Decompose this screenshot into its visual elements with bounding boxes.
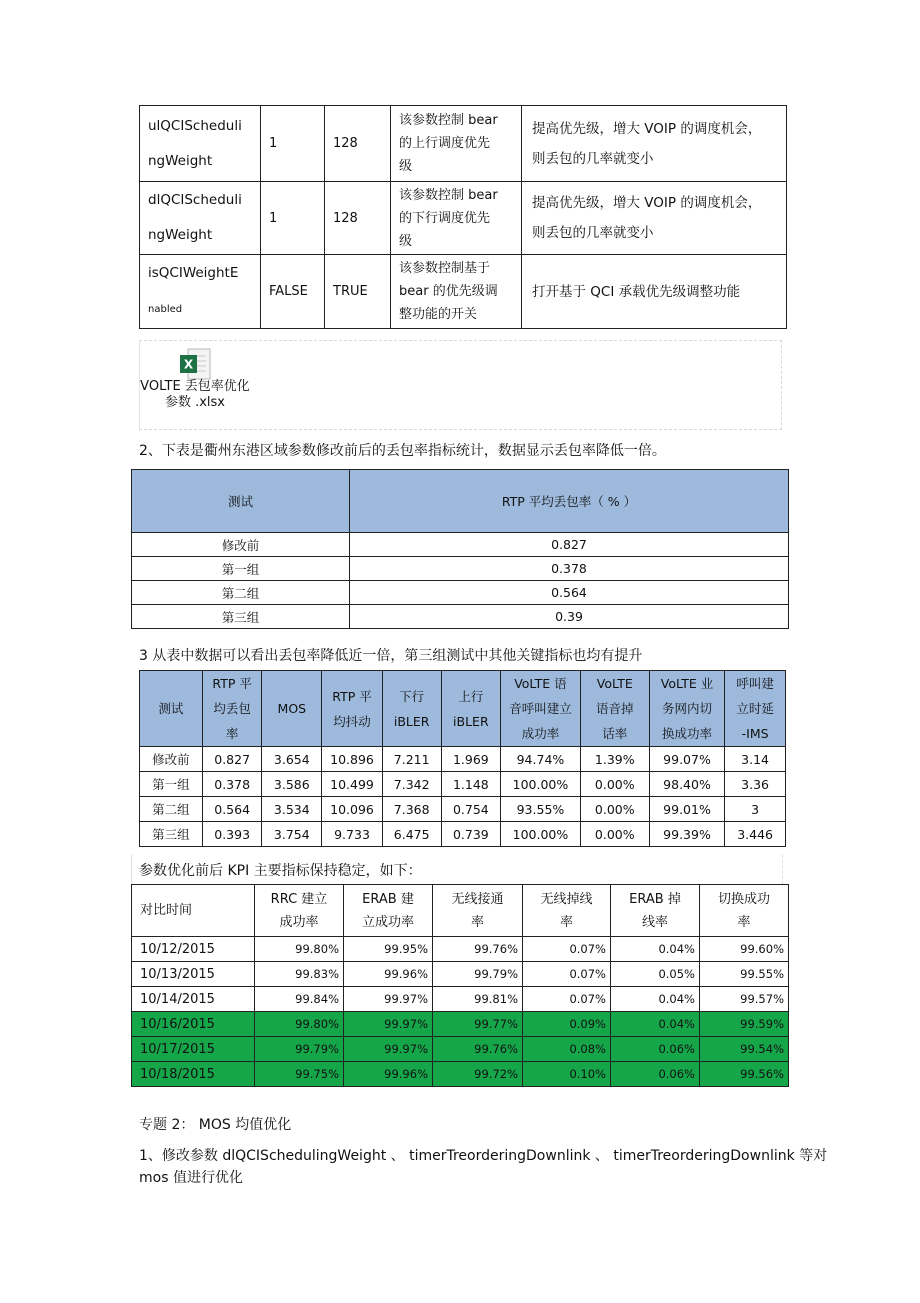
date-cell: 10/14/2015 (132, 987, 255, 1012)
value-cell: 99.80% (255, 937, 344, 962)
table-row (132, 533, 789, 557)
default-value-cell: 1 (261, 182, 325, 255)
cell: 第一组 (140, 772, 203, 797)
table-header-row (132, 885, 789, 937)
attachment-filename[interactable]: VOLTE 丢包率优化 参数 .xlsx (140, 379, 250, 410)
cell: 3.654 (262, 747, 322, 772)
value-cell: 99.76% (433, 1037, 523, 1062)
paragraph-2: 2、下表是衢州东港区域参数修改前后的丢包率指标统计，数据显示丢包率降低一倍。 (139, 443, 666, 459)
cell: 0.827 (202, 747, 262, 772)
cell: 99.01% (649, 797, 724, 822)
table-row (132, 581, 789, 605)
cell: 1.969 (441, 747, 501, 772)
value-cell: 99.97% (344, 1037, 433, 1062)
cell: 0.754 (441, 797, 501, 822)
excel-file-icon[interactable] (178, 347, 212, 381)
section-title-topic-2: 专题 2： MOS 均值优化 (139, 1117, 292, 1133)
cell: 0.827 (350, 533, 789, 557)
description-cell: 该参数控制基于 bear 的优先级调 整功能的开关 (391, 255, 522, 329)
value-cell: 0.09% (523, 1012, 611, 1037)
column-header: ERAB 建 立成功率 (344, 885, 433, 937)
column-header: 上行 iBLER (441, 671, 501, 747)
table-row (140, 822, 786, 847)
svg-text:X: X (183, 357, 194, 372)
cell: 3.36 (725, 772, 786, 797)
cell: 7.211 (382, 747, 441, 772)
value-cell: 0.06% (611, 1062, 700, 1087)
date-cell: 10/13/2015 (132, 962, 255, 987)
default-value-cell: 1 (261, 106, 325, 182)
cell: 3.754 (262, 822, 322, 847)
table-row (140, 772, 786, 797)
table-row (140, 747, 786, 772)
cell: 0.00% (580, 772, 649, 797)
cell: 10.499 (322, 772, 383, 797)
kpi-comparison-table (139, 670, 786, 847)
cell: 修改前 (132, 533, 350, 557)
new-value-cell: 128 (325, 182, 391, 255)
date-cell: 10/16/2015 (132, 1012, 255, 1037)
table-row (132, 605, 789, 629)
date-cell: 10/17/2015 (132, 1037, 255, 1062)
cell: 修改前 (140, 747, 203, 772)
value-cell: 0.07% (523, 937, 611, 962)
value-cell: 99.96% (344, 1062, 433, 1087)
table-row (132, 1062, 789, 1087)
table-row (140, 182, 787, 255)
cell: 100.00% (501, 822, 581, 847)
table-row (140, 106, 787, 182)
cell: 第三组 (132, 605, 350, 629)
value-cell: 99.59% (700, 1012, 789, 1037)
cell: 3.586 (262, 772, 322, 797)
value-cell: 99.56% (700, 1062, 789, 1087)
parameter-table (139, 105, 787, 329)
cell: 9.733 (322, 822, 383, 847)
column-header: 下行 iBLER (382, 671, 441, 747)
cell: 第三组 (140, 822, 203, 847)
value-cell: 99.81% (433, 987, 523, 1012)
effect-cell: 提高优先级，增大 VOIP 的调度机会， 则丢包的几率就变小 (522, 182, 787, 255)
value-cell: 0.10% (523, 1062, 611, 1087)
value-cell: 99.79% (255, 1037, 344, 1062)
column-header: VoLTE 业 务网内切 换成功率 (649, 671, 724, 747)
column-header: 无线掉线 率 (523, 885, 611, 937)
packet-loss-table (131, 469, 789, 629)
cell: 10.896 (322, 747, 383, 772)
paragraph-3: 3 从表中数据可以看出丢包率降低近一倍，第三组测试中其他关键指标也均有提升 (139, 648, 643, 664)
table-row (132, 962, 789, 987)
cell: 0.00% (580, 822, 649, 847)
value-cell: 0.07% (523, 987, 611, 1012)
table-header-row (140, 671, 786, 747)
column-header: 呼叫建 立时延 -IMS (725, 671, 786, 747)
value-cell: 99.95% (344, 937, 433, 962)
cell: 7.342 (382, 772, 441, 797)
cell: 100.00% (501, 772, 581, 797)
value-cell: 99.57% (700, 987, 789, 1012)
value-cell: 0.04% (611, 937, 700, 962)
column-header: 测试 (140, 671, 203, 747)
cell: 7.368 (382, 797, 441, 822)
paragraph-4: 参数优化前后 KPI 主要指标保持稳定，如下： (139, 863, 422, 879)
paragraph-5-line-2: mos 值进行优化 (139, 1170, 243, 1186)
cell: 0.564 (350, 581, 789, 605)
value-cell: 0.06% (611, 1037, 700, 1062)
new-value-cell: TRUE (325, 255, 391, 329)
column-header: RTP 平均丢包率（ % ） (350, 470, 789, 533)
cell: 1.39% (580, 747, 649, 772)
cell: 0.739 (441, 822, 501, 847)
effect-cell: 打开基于 QCI 承载优先级调整功能 (522, 255, 787, 329)
table-row (140, 255, 787, 329)
table-row (140, 797, 786, 822)
param-name-cell: ulQCIScheduli ngWeight (140, 106, 261, 182)
table-row (132, 987, 789, 1012)
cell: 0.00% (580, 797, 649, 822)
cell: 第二组 (132, 581, 350, 605)
paragraph-5-line-1: 1、修改参数 dlQCISchedulingWeight 、 timerTreorderingDownlink 、 timerTreorderingDownlink 等对 (139, 1148, 828, 1164)
column-header: VoLTE 语音掉 话率 (580, 671, 649, 747)
value-cell: 99.60% (700, 937, 789, 962)
value-cell: 0.08% (523, 1037, 611, 1062)
column-header: 无线接通 率 (433, 885, 523, 937)
column-header: 对比时间 (132, 885, 255, 937)
default-value-cell: FALSE (261, 255, 325, 329)
value-cell: 99.80% (255, 1012, 344, 1037)
cell: 3.14 (725, 747, 786, 772)
description-cell: 该参数控制 bear 的上行调度优先 级 (391, 106, 522, 182)
column-header: 测试 (132, 470, 350, 533)
value-cell: 99.96% (344, 962, 433, 987)
embedded-attachment[interactable] (139, 340, 782, 430)
value-cell: 99.84% (255, 987, 344, 1012)
column-header: VoLTE 语 音呼叫建立 成功率 (501, 671, 581, 747)
table-header-row (132, 470, 789, 533)
value-cell: 99.72% (433, 1062, 523, 1087)
column-header: MOS (262, 671, 322, 747)
cell: 0.393 (202, 822, 262, 847)
description-cell: 该参数控制 bear 的下行调度优先 级 (391, 182, 522, 255)
cell: 99.39% (649, 822, 724, 847)
table-row (132, 1037, 789, 1062)
cell: 3 (725, 797, 786, 822)
value-cell: 99.79% (433, 962, 523, 987)
cell: 1.148 (441, 772, 501, 797)
value-cell: 99.55% (700, 962, 789, 987)
new-value-cell: 128 (325, 106, 391, 182)
value-cell: 99.76% (433, 937, 523, 962)
effect-cell: 提高优先级，增大 VOIP 的调度机会， 则丢包的几率就变小 (522, 106, 787, 182)
value-cell: 99.54% (700, 1037, 789, 1062)
table-row (132, 1012, 789, 1037)
cell: 6.475 (382, 822, 441, 847)
column-header: RRC 建立 成功率 (255, 885, 344, 937)
cell: 3.446 (725, 822, 786, 847)
kpi-caption-frame (131, 855, 783, 884)
column-header: RTP 平 均丢包 率 (202, 671, 262, 747)
cell: 0.378 (350, 557, 789, 581)
value-cell: 0.07% (523, 962, 611, 987)
cell: 98.40% (649, 772, 724, 797)
value-cell: 99.97% (344, 1012, 433, 1037)
value-cell: 99.77% (433, 1012, 523, 1037)
column-header: ERAB 掉 线率 (611, 885, 700, 937)
cell: 第二组 (140, 797, 203, 822)
value-cell: 99.75% (255, 1062, 344, 1087)
column-header: RTP 平 均抖动 (322, 671, 383, 747)
cell: 第一组 (132, 557, 350, 581)
table-row (132, 937, 789, 962)
column-header: 切换成功 率 (700, 885, 789, 937)
param-name-cell: isQCIWeightE nabled (140, 255, 261, 329)
value-cell: 0.04% (611, 987, 700, 1012)
table-row (132, 557, 789, 581)
date-cell: 10/18/2015 (132, 1062, 255, 1087)
cell: 94.74% (501, 747, 581, 772)
cell: 0.564 (202, 797, 262, 822)
cell: 3.534 (262, 797, 322, 822)
daily-kpi-table (131, 884, 789, 1087)
value-cell: 99.83% (255, 962, 344, 987)
cell: 0.378 (202, 772, 262, 797)
param-name-cell: dlQCIScheduli ngWeight (140, 182, 261, 255)
value-cell: 0.05% (611, 962, 700, 987)
cell: 99.07% (649, 747, 724, 772)
date-cell: 10/12/2015 (132, 937, 255, 962)
cell: 10.096 (322, 797, 383, 822)
value-cell: 99.97% (344, 987, 433, 1012)
cell: 93.55% (501, 797, 581, 822)
value-cell: 0.04% (611, 1012, 700, 1037)
cell: 0.39 (350, 605, 789, 629)
